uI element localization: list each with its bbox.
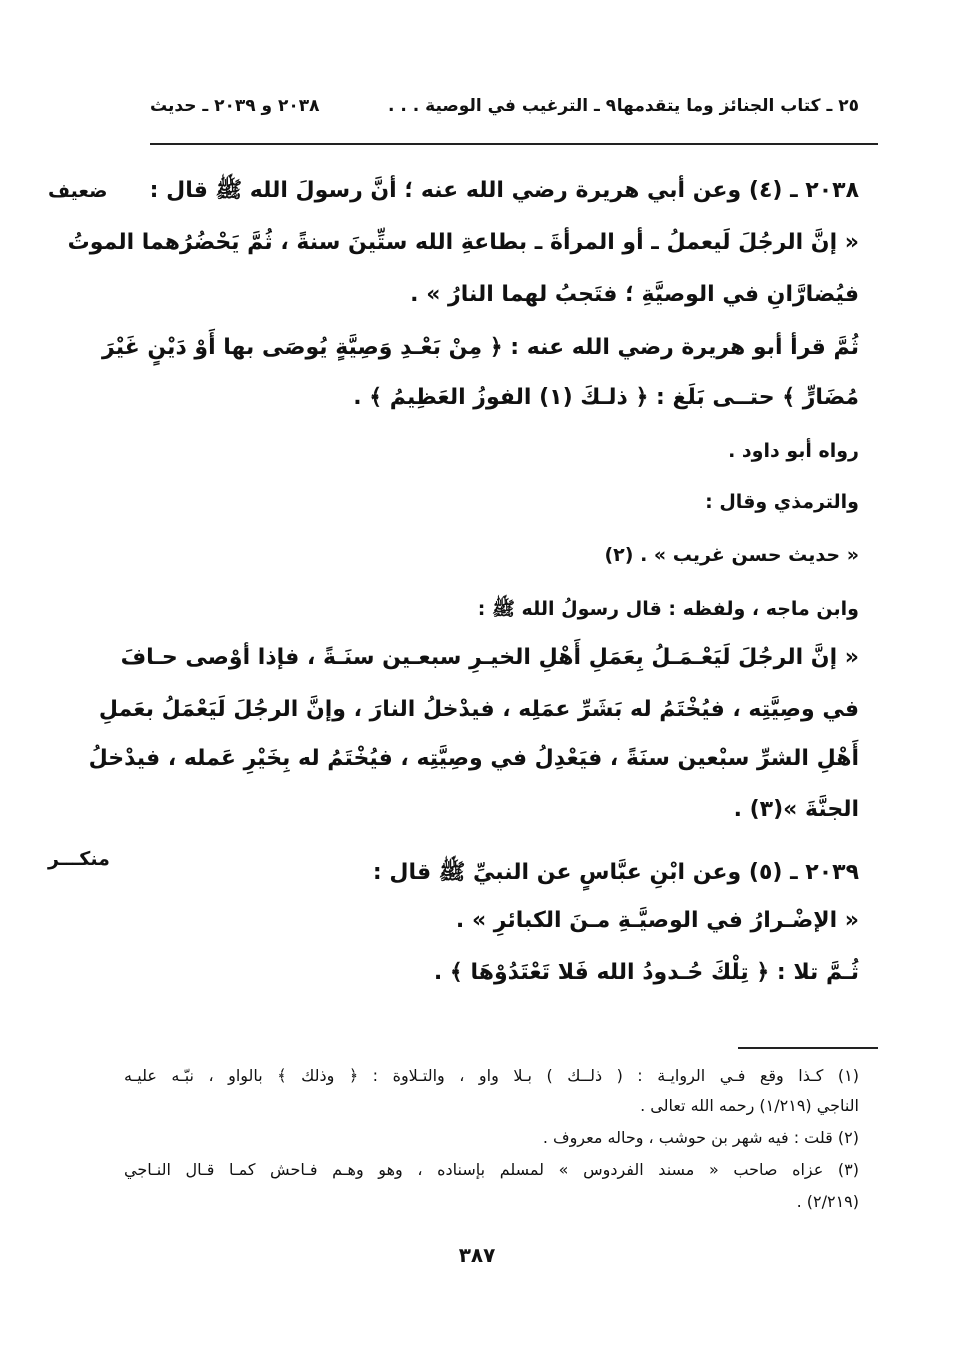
source-tirmidhi: والترمذي وقال : <box>705 491 859 513</box>
ibn-majah-text-line: في وصِيَّتِه ، فيُخْتَمُ له بَشَرِّ عمَلِه ، فيدْخلُ النارَ ، وإنَّ الرجُلَ لَيَعْمَلُ بعَملِ <box>98 697 859 722</box>
ibn-majah-text-line: « إنَّ الرجُلَ لَيَعْـمَـلُ بِعَمَلِ أَهْلِ الخيـرِ سبعـين سنَـةً ، فإذا أوْصى حـافَ <box>120 645 859 670</box>
hadith-2038-line: مُضَارٍّ ﴾ حتــى بَلَغ : ﴿ ذلـكَ (١) الفوزُ العَظِيمُ ﴾ . <box>353 385 859 410</box>
tirmidhi-grade: « حديث حسن غريب » . (٢) <box>604 544 859 566</box>
footnote-2: (٢) قلت : فيه شهر بن حوشب ، وحاله معروف . <box>542 1128 859 1147</box>
hadith-2038-line: فيُضارَّانِ في الوصيَّةِ ؛ فتَجبُ لهما النارُ » . <box>410 282 859 307</box>
header-hadith-range: ٢٠٣٨ و ٢٠٣٩ ـ حديث <box>150 96 320 116</box>
footnote-3: (٣) عزاه صاحب « مسند الفردوس » لمسلم بإسناده ، وهو وهـم فـاحش كمـا قـال النـاجي <box>124 1160 859 1179</box>
hadith-2039-line: « الإضْـرارُ في الوصيَّـةِ مـنَ الكبائرِ » . <box>455 908 859 933</box>
footnote-3-cont: (٢/٢١٩) . <box>796 1192 859 1211</box>
hadith-2039-line: ثُـمَّ تلا : ﴿ تِلْكَ حُـدودُ الله فَلا تَعْتَدُوْهَا ﴾ . <box>433 960 859 985</box>
header-chapter: ٢٥ ـ كتاب الجنائز وما يتقدمها <box>616 96 859 116</box>
footnote-rule <box>738 1047 878 1049</box>
hadith-2038-line: « إنَّ الرجُلَ لَيعملُ ـ أو المرأةَ ـ بطاعةِ الله ستِّينَ سنةً ، ثُمَّ يَحْضُرُهما الموتُ <box>67 230 859 255</box>
source-ibn-majah: وابن ماجه ، ولفظه : قال رسولُ الله ﷺ : <box>477 598 859 620</box>
hadith-2039-intro: ٢٠٣٩ ـ (٥) وعن ابْنِ عبَّاسٍ عن النبيِّ ﷺ قال : <box>372 860 859 885</box>
grade-munkar: منكـــر <box>48 848 110 870</box>
ibn-majah-text-line: أَهْلِ الشرِّ سبْعين سنَةً ، فيَعْدِلُ في وصِيَّتِه ، فيُخْتَمُ له بِخَيْرِ عَمله ، فيدْخلُ <box>88 746 859 771</box>
header-section: ٩ ـ الترغيب في الوصية . . . <box>388 96 617 116</box>
source-abu-dawud: رواه أبو داود . <box>728 440 859 462</box>
hadith-2038-intro: ٢٠٣٨ ـ (٤) وعن أبي هريرة رضي الله عنه ؛ أنَّ رسولَ الله ﷺ قال : <box>149 178 859 203</box>
ibn-majah-text-line: الجنَّةَ »(٣) . <box>733 797 859 822</box>
footnote-1-cont: الناجي (١/٢١٩) رحمه الله تعالى . <box>640 1096 859 1115</box>
grade-weak: ضعيف <box>48 180 108 202</box>
footnote-1: (١) كـذا وقع فـي الروايـة : ( ذلــك ) بـلا واو ، والتـلاوة : ﴿ وذلك ﴾ بالواو ، نبّـه عليـه <box>124 1066 859 1085</box>
page-number: ٣٨٧ <box>458 1243 496 1267</box>
header-rule <box>150 143 878 145</box>
hadith-2038-line: ثُمَّ قرأ أبو هريرة رضي الله عنه : ﴿ مِنْ بَعْـدِ وَصِيَّةٍ يُوصَى بها أَوْ دَيْنٍ غَيْرَ <box>102 335 859 360</box>
